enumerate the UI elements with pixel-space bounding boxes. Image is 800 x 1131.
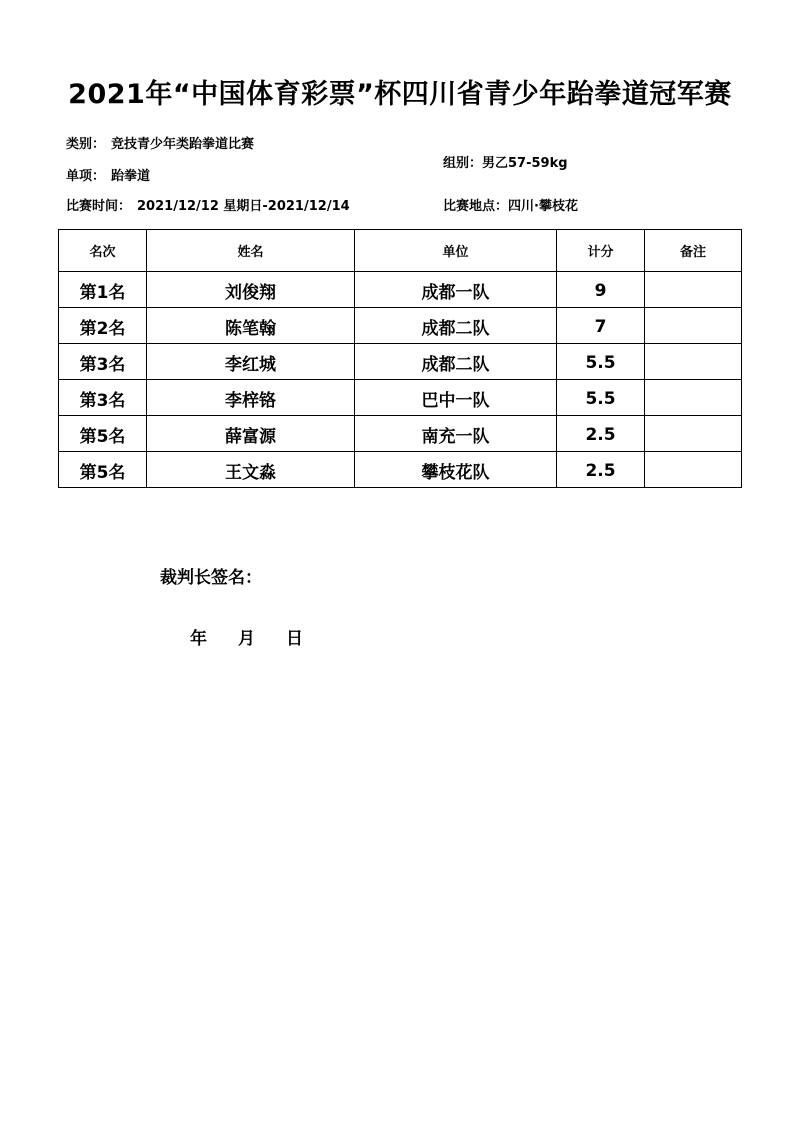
header-note: 备注: [645, 230, 742, 272]
date-day-label: 日: [286, 629, 303, 649]
venue-value: 四川·攀枝花: [508, 199, 578, 214]
note-cell: [645, 272, 742, 308]
date-month-label: 月: [238, 629, 255, 649]
unit-cell: 成都一队: [355, 272, 557, 308]
name-cell: 李红城: [147, 344, 355, 380]
unit-cell: 巴中一队: [355, 380, 557, 416]
table-row: [59, 452, 742, 488]
note-cell: [645, 416, 742, 452]
category-line: [66, 133, 254, 152]
score-cell: 9: [557, 272, 645, 308]
header-unit: 单位: [355, 230, 557, 272]
category-label: 类别：: [66, 137, 106, 152]
table-row: [59, 344, 742, 380]
time-line: [66, 195, 350, 214]
score-cell: 7: [557, 308, 645, 344]
rank-cell: 第3名: [59, 344, 147, 380]
event-value: 跆拳道: [111, 169, 151, 184]
page-title: 2021年“中国体育彩票”杯四川省青少年跆拳道冠军赛: [68, 79, 732, 110]
note-cell: [645, 452, 742, 488]
table-row: [59, 272, 742, 308]
event-line: [66, 165, 150, 184]
table-row: [59, 380, 742, 416]
header-name: 姓名: [147, 230, 355, 272]
group-label: 组别：: [443, 156, 483, 171]
note-cell: [645, 344, 742, 380]
name-cell: 刘俊翔: [147, 272, 355, 308]
time-value: 2021/12/12 星期日-2021/12/14: [137, 199, 350, 214]
table-row: [59, 416, 742, 452]
table-row: [59, 308, 742, 344]
rank-cell: 第5名: [59, 416, 147, 452]
header-score: 计分: [557, 230, 645, 272]
time-label: 比赛时间：: [66, 199, 132, 214]
note-cell: [645, 308, 742, 344]
note-cell: [645, 380, 742, 416]
rank-cell: 第3名: [59, 380, 147, 416]
group-line: [443, 152, 568, 171]
group-value: 男乙57-59kg: [482, 156, 568, 171]
event-label: 单项：: [66, 169, 106, 184]
name-cell: 李梓铬: [147, 380, 355, 416]
score-cell: 5.5: [557, 344, 645, 380]
score-cell: 2.5: [557, 452, 645, 488]
unit-cell: 攀枝花队: [355, 452, 557, 488]
name-cell: 王文淼: [147, 452, 355, 488]
name-cell: 薛富源: [147, 416, 355, 452]
venue-line: [443, 195, 578, 214]
table-header-row: [59, 230, 742, 272]
score-cell: 2.5: [557, 416, 645, 452]
category-value: 竞技青少年类跆拳道比赛: [111, 137, 255, 152]
unit-cell: 成都二队: [355, 344, 557, 380]
rank-cell: 第5名: [59, 452, 147, 488]
score-cell: 5.5: [557, 380, 645, 416]
rank-cell: 第1名: [59, 272, 147, 308]
rank-cell: 第2名: [59, 308, 147, 344]
unit-cell: 成都二队: [355, 308, 557, 344]
name-cell: 陈笔翰: [147, 308, 355, 344]
date-year-label: 年: [190, 629, 207, 649]
unit-cell: 南充一队: [355, 416, 557, 452]
venue-label: 比赛地点：: [443, 199, 509, 214]
results-table: [58, 229, 742, 488]
referee-signature-label: 裁判长签名：: [160, 568, 262, 588]
header-rank: 名次: [59, 230, 147, 272]
